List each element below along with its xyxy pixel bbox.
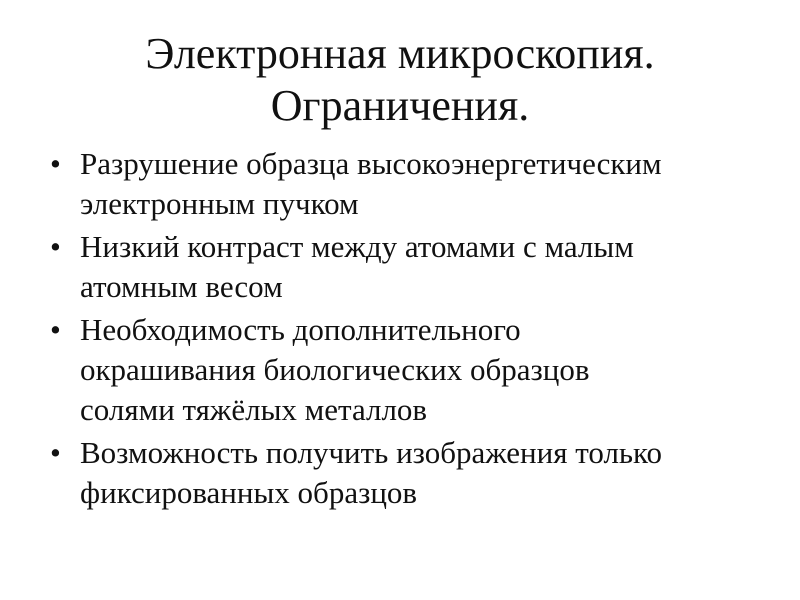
- bullet-dot-icon: •: [50, 146, 61, 181]
- bullet-dot-icon: •: [50, 312, 61, 347]
- slide-title-line: Электронная микроскопия.: [145, 29, 655, 78]
- bullet-item: [46, 310, 766, 430]
- bullet-list: [46, 144, 766, 516]
- bullet-text: [80, 433, 766, 513]
- bullet-line: солями тяжёлых металлов: [80, 392, 428, 427]
- bullet-line: Возможность получить изображения только: [80, 435, 663, 470]
- slide-title-line: Ограничения.: [270, 81, 530, 130]
- bullet-dot-icon: •: [50, 229, 61, 264]
- bullet-line: Необходимость дополнительного: [80, 312, 521, 347]
- bullet-text: [80, 227, 766, 307]
- bullet-line: Разрушение образца высокоэнергетическим: [80, 146, 662, 181]
- bullet-line: фиксированных образцов: [80, 475, 418, 510]
- bullet-line: окрашивания биологических образцов: [80, 352, 590, 387]
- bullet-item: [46, 144, 766, 224]
- bullet-line: Низкий контраст между атомами с малым: [80, 229, 634, 264]
- slide-title: [0, 28, 800, 132]
- bullet-text: [80, 144, 766, 224]
- bullet-item: [46, 227, 766, 307]
- bullet-item: [46, 433, 766, 513]
- bullet-line: атомным весом: [80, 269, 283, 304]
- bullet-line: электронным пучком: [80, 186, 359, 221]
- bullet-text: [80, 310, 766, 430]
- bullet-dot-icon: •: [50, 435, 61, 470]
